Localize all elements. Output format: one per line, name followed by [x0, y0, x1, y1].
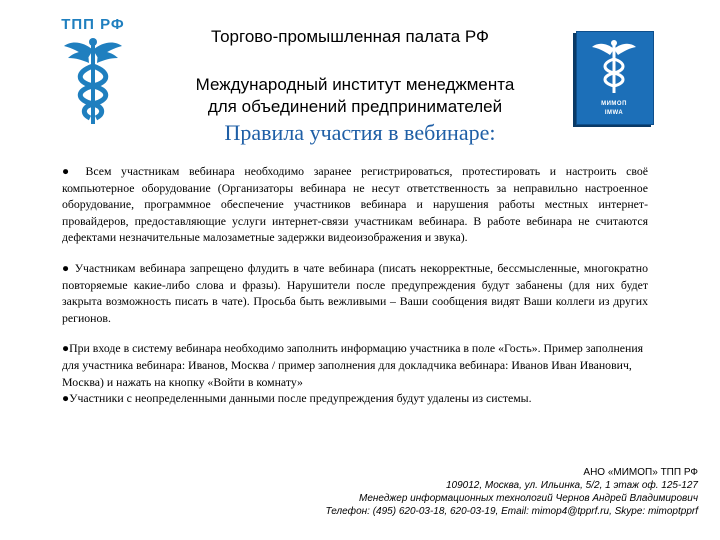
institute-name-line1: Международный институт менеджмента — [195, 75, 515, 94]
footer-contacts: Телефон: (495) 620-03-18, 620-03-19, Email: mimop4@tpprf.ru, Skype: mimoptpprf — [325, 506, 698, 517]
book-text-line1: МИМОП — [601, 101, 627, 107]
rules-body — [62, 163, 648, 407]
caduceus-icon — [590, 39, 638, 95]
rule-paragraph-removal: ●Участники с неопределенными данными после предупреждения будут удалены из системы. — [62, 391, 532, 406]
rule-paragraph-login: ●При входе в систему вебинара необходимо заполнить информацию участника в поле «Гость». Пример заполнения для участника вебинара: Иванов, Москва / пример заполнения для докладчика вебинара: Иванов Иван Иванович, Москва) и нажать на кнопку «Войти в комнату» — [62, 341, 644, 389]
footer-manager: Менеджер информационных технологий Чернов Андрей Владимирович — [359, 493, 698, 504]
rule-paragraph-registration: ● Всем участникам вебинара необходимо заранее регистрироваться, протестировать и настроить своё компьютерное оборудование (Организаторы вебинара не несут ответственность за неправильно настроенное оборудование, программное обеспечение участников вебинара и нарушения работы местных интернет-провайдеров, предоставляющие услуги интернет-связи участникам вебинара. В работе вебинара не считаются дефектами незначительные малозаметные задержки видеоизображения и звука). — [62, 164, 648, 245]
rules-heading: Правила участия в вебинаре: — [224, 120, 496, 145]
page-title: Торгово-промышленная палата РФ — [211, 27, 489, 46]
institute-name — [140, 74, 570, 118]
book-text-line2: IMWA — [604, 110, 624, 116]
logo-abbreviation: ТПП РФ — [61, 16, 125, 33]
institute-name-line2: для объединений предпринимателей — [207, 97, 503, 116]
footer-organization: АНО «МИМОП» ТПП РФ — [583, 467, 698, 478]
caduceus-icon — [62, 36, 124, 126]
mimop-book-logo — [576, 31, 652, 123]
contact-footer — [98, 466, 698, 518]
footer-address: 109012, Москва, ул. Ильинка, 5/2, 1 этаж оф. 125-127 — [445, 480, 698, 491]
tpp-rf-logo — [58, 16, 128, 128]
rule-paragraph-chat: ● Участникам вебинара запрещено флудить в чате вебинара (писать некорректные, бессмысленные, многократно повторяемые какие-либо слова и фразы). Нарушители после предупреждения будут забанены (для них будет закрыта возможность писать в чате). Просьба быть вежливыми – Ваши сообщения видят Ваши коллеги из других регионов. — [62, 260, 648, 325]
